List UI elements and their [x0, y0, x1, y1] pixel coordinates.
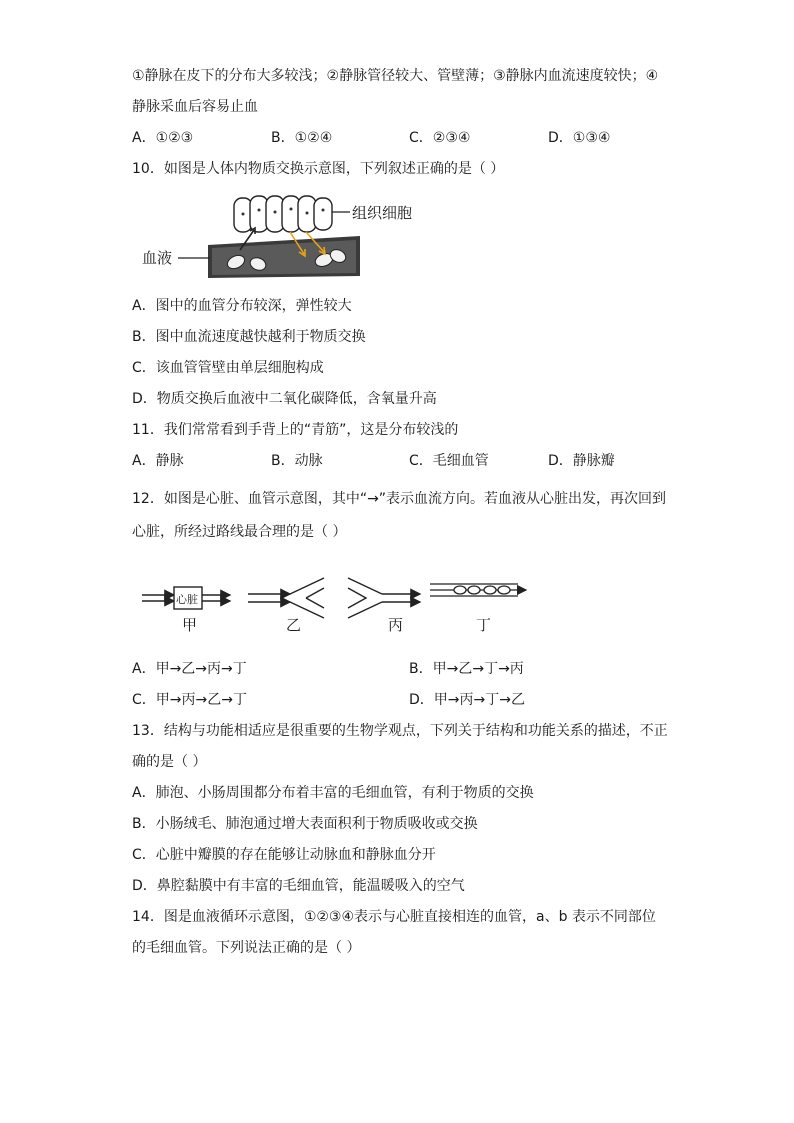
label-jia: 甲: [182, 616, 198, 634]
label-yi: 乙: [286, 616, 302, 634]
q12-stem-line2: 心脏，所经过路线最合理的是（ ）: [132, 524, 347, 540]
tissue-cells: [234, 196, 332, 232]
q14-stem-line2: 的毛细血管。下列说法正确的是（ ）: [132, 940, 361, 956]
label-bing: 丙: [388, 616, 404, 634]
q13-stem-line2: 确的是（ ）: [132, 754, 207, 770]
q12-option-d[interactable]: D．甲→丙→丁→乙: [409, 692, 525, 708]
q12-option-a[interactable]: A．甲→乙→丙→丁: [132, 661, 247, 677]
q12-stem-line1: 12．如图是心脏、血管示意图，其中“→”表示血流方向。若血液从心脏出发，再次回到: [132, 491, 667, 507]
q13-option-a[interactable]: A．肺泡、小肠周围都分布着丰富的毛细血管，有利于物质的交换: [132, 785, 534, 801]
figure-ding-capillary: [430, 584, 526, 596]
q13-option-c[interactable]: C．心脏中瓣膜的存在能够让动脉血和静脉血分开: [132, 847, 436, 863]
q10-stem: 10．如图是人体内物质交换示意图，下列叙述正确的是（ ）: [132, 161, 505, 177]
blood-label: 血液: [142, 249, 173, 267]
q9-stem-line1: ①静脉在皮下的分布大多较浅；②静脉管径较大、管壁薄；③静脉内血流速度较快；④: [132, 68, 659, 84]
q14-stem-line1: 14．图是血液循环示意图，①②③④表示与心脏直接相连的血管，a、b 表示不同部位: [132, 909, 656, 925]
q11-option-a[interactable]: A．静脉: [132, 453, 184, 469]
q9-option-d[interactable]: D．①③④: [548, 130, 611, 146]
figure-yi-branching: [248, 578, 324, 618]
q10-option-b[interactable]: B．图中血流速度越快越利于物质交换: [132, 329, 366, 345]
q13-stem-line1: 13．结构与功能相适应是很重要的生物学观点，下列关于结构和功能关系的描述，不正: [132, 723, 668, 739]
capillary-vessel: [208, 236, 360, 278]
q11-stem: 11．我们常常看到手背上的“青筋”，这是分布较浅的: [132, 422, 459, 438]
q10-option-d[interactable]: D．物质交换后血液中二氧化碳降低，含氧量升高: [132, 391, 437, 407]
q9-option-a[interactable]: A．①②③: [132, 130, 194, 146]
q10-option-a[interactable]: A．图中的血管分布较深，弹性较大: [132, 298, 352, 314]
q11-option-c[interactable]: C．毛细血管: [409, 453, 489, 469]
q13-option-b[interactable]: B．小肠绒毛、肺泡通过增大表面积利于物质吸收或交换: [132, 816, 478, 832]
label-ding: 丁: [476, 616, 492, 634]
q9-option-b[interactable]: B．①②④: [271, 130, 333, 146]
q10-option-c[interactable]: C．该血管管壁由单层细胞构成: [132, 360, 324, 376]
q13-option-d[interactable]: D．鼻腔黏膜中有丰富的毛细血管，能温暖吸入的空气: [132, 878, 465, 894]
q12-option-c[interactable]: C．甲→丙→乙→丁: [132, 692, 247, 708]
figure-bing-converging: [348, 578, 420, 618]
q9-option-c[interactable]: C．②③④: [409, 130, 471, 146]
q11-option-b[interactable]: B．动脉: [271, 453, 323, 469]
q10-figure-capillary: [138, 190, 428, 280]
q11-option-d[interactable]: D．静脉瓣: [548, 453, 615, 469]
heart-label: 心脏: [176, 593, 198, 606]
q12-figure-vessels: [138, 570, 538, 636]
q12-option-b[interactable]: B．甲→乙→丁→丙: [409, 661, 524, 677]
q9-stem-line2: 静脉采血后容易止血: [132, 99, 258, 115]
tissue-cell-label: 组织细胞: [352, 204, 413, 222]
